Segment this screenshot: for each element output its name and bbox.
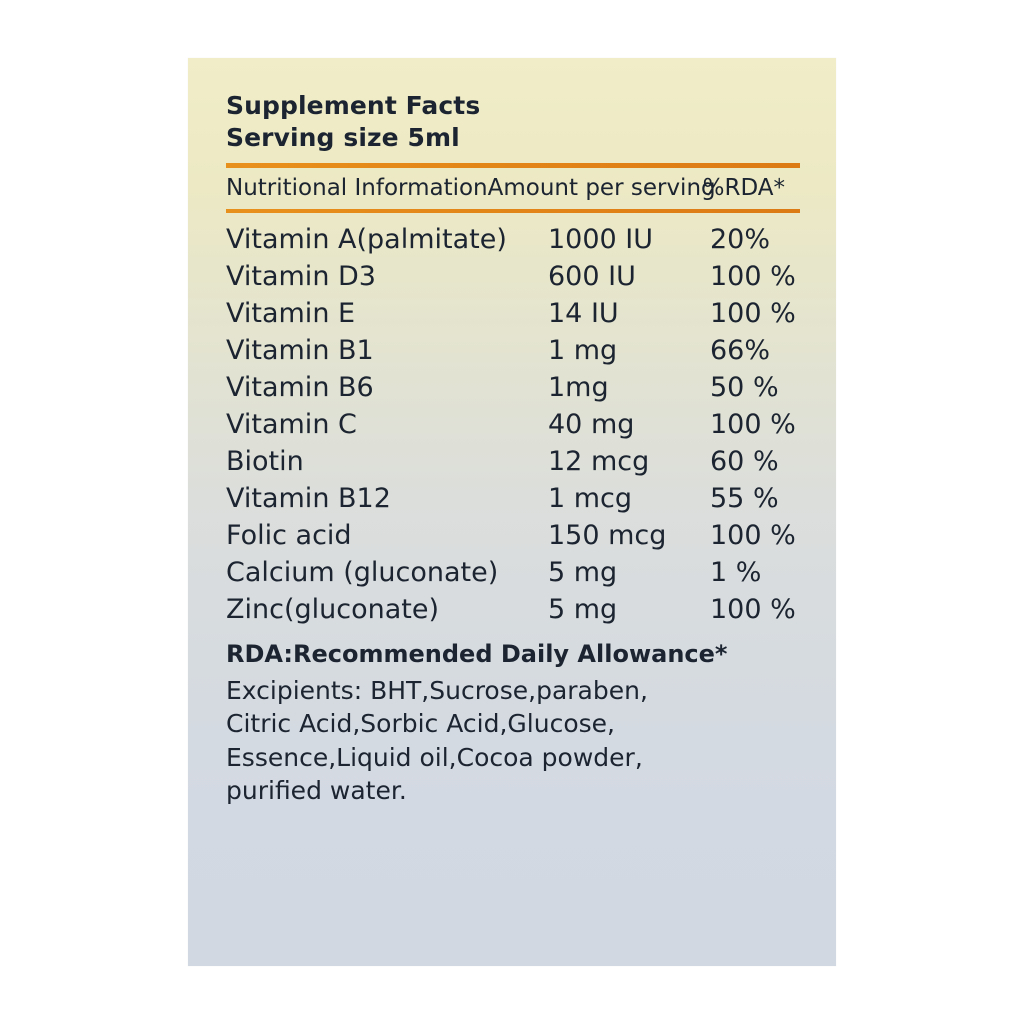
nutrient-name: Calcium (gluconate) bbox=[226, 557, 499, 588]
nutrient-name: Vitamin A(palmitate) bbox=[226, 224, 507, 255]
nutrient-rda: 100 % bbox=[710, 409, 796, 440]
column-header-rda: %RDA* bbox=[702, 175, 786, 201]
supplement-facts-title: Supplement Facts bbox=[226, 91, 481, 120]
nutrient-amount: 1000 IU bbox=[548, 224, 654, 255]
nutrient-name: Biotin bbox=[226, 446, 304, 477]
excipients-line: Essence,Liquid oil,Cocoa powder, bbox=[226, 742, 643, 772]
table-row bbox=[226, 295, 806, 332]
table-row bbox=[226, 369, 806, 406]
nutrient-amount: 1mg bbox=[548, 372, 609, 403]
label-content bbox=[226, 90, 812, 807]
table-row bbox=[226, 443, 806, 480]
nutrient-rda: 50 % bbox=[710, 372, 779, 403]
divider-below-header bbox=[226, 209, 800, 213]
nutrient-name: Vitamin B6 bbox=[226, 372, 374, 403]
table-row bbox=[226, 554, 806, 591]
nutrient-rda: 20% bbox=[710, 224, 771, 255]
table-row bbox=[226, 406, 806, 443]
excipients-line: Citric Acid,Sorbic Acid,Glucose, bbox=[226, 709, 615, 739]
excipients-line: Excipients: BHT,Sucrose,paraben, bbox=[226, 676, 648, 705]
nutrient-rda: 60 % bbox=[710, 446, 779, 477]
column-header-amount: Amount per serving bbox=[487, 175, 716, 201]
nutrient-amount: 40 mg bbox=[548, 409, 635, 440]
nutrient-amount: 150 mcg bbox=[548, 520, 667, 551]
nutrient-rda: 66% bbox=[710, 335, 771, 366]
excipients-line: purified water. bbox=[226, 775, 407, 805]
nutrient-rda: 100 % bbox=[710, 520, 796, 551]
nutrient-rda: 100 % bbox=[710, 261, 796, 292]
nutrient-name: Vitamin B1 bbox=[226, 335, 374, 366]
nutrient-amount: 14 IU bbox=[548, 298, 619, 329]
nutrition-table bbox=[226, 221, 806, 628]
nutrient-rda: 100 % bbox=[710, 594, 796, 625]
nutrient-amount: 12 mcg bbox=[548, 446, 650, 477]
label-heading bbox=[226, 90, 812, 154]
nutrient-name: Zinc(gluconate) bbox=[226, 594, 439, 625]
table-row bbox=[226, 591, 806, 628]
table-row bbox=[226, 480, 806, 517]
excipients-block bbox=[226, 674, 766, 807]
nutrient-amount: 600 IU bbox=[548, 261, 636, 292]
nutrient-amount: 1 mcg bbox=[548, 483, 633, 514]
nutrient-amount: 5 mg bbox=[548, 594, 618, 625]
nutrient-rda: 1 % bbox=[710, 557, 762, 588]
nutrient-rda: 100 % bbox=[710, 298, 796, 329]
column-header-nutrient: Nutritional Information bbox=[226, 175, 488, 201]
table-row bbox=[226, 258, 806, 295]
nutrient-amount: 1 mg bbox=[548, 335, 618, 366]
nutrient-amount: 5 mg bbox=[548, 557, 618, 588]
nutrient-name: Vitamin B12 bbox=[226, 483, 391, 514]
serving-size-text: Serving size 5ml bbox=[226, 123, 460, 152]
table-row bbox=[226, 332, 806, 369]
nutrient-name: Vitamin D3 bbox=[226, 261, 376, 292]
nutrient-name: Vitamin E bbox=[226, 298, 356, 329]
table-header-row bbox=[226, 168, 812, 203]
nutrient-name: Folic acid bbox=[226, 520, 352, 551]
table-row bbox=[226, 517, 806, 554]
nutrient-name: Vitamin C bbox=[226, 409, 357, 440]
rda-footnote: RDA:Recommended Daily Allowance* bbox=[226, 640, 728, 668]
nutrient-rda: 55 % bbox=[710, 483, 779, 514]
supplement-facts-label bbox=[188, 58, 836, 966]
table-row bbox=[226, 221, 806, 258]
